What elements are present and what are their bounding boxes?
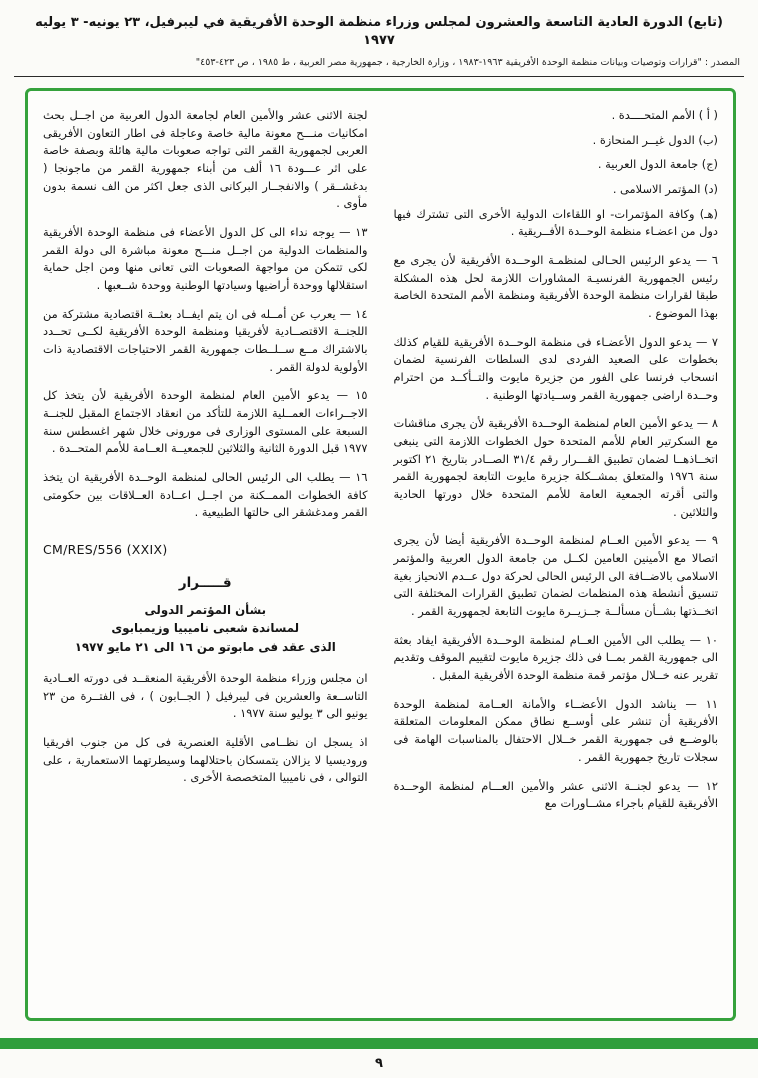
list-item-c: (ج) جامعة الدول العربية . [597,157,718,172]
paragraph-11: ١١ — يناشد الدول الأعضــاء والأمانة العــامة لمنظمة الوحدة الأفريقية أن تنشر على أوســع نطاق ممكن المعلومات المتعلقة بالوضــع فى جمهورية القمر خــلال الاحتفال بالمناسبات الهامة فى سجلات تاريخ جمهورية القمر . [393,696,718,764]
paragraph-continuation: لجنة الاثنى عشر والأمين العام لجامعة الدول العربية من اجــل بحث امكانيات منـــح معونة مالية خاصة وعاجلة فى اطار التعاون الأفريقى العربى لجمهورية القمر التى تواجه صعوبات مالية هائلة وبصفة خاصة على اثر عـــودة ١٦ ألف من أبناء جمهورية القمر من ماجونجا ( بدغشــقر ) والانفجــار البركانى الذى جعل اكثر من الف نسمة بدون مأوى . [43,108,368,211]
right-column [394,107,719,1008]
two-column-layout [43,107,718,1008]
paragraph-12: ١٢ — يدعو لجنــة الاثنى عشر والأمين العـــام لمنظمة الوحــدة الأفريقية للقيام باجراء مشــاورات مع [393,778,718,811]
paragraph-8: ٨ — يدعو الأمين العام لمنظمة الوحــدة الأفريقية لأن يجرى مناقشات مع السكرتير العام للأمم المتحدة حول الخطوات اللازمة التى ينبغى اتخــاذهــا لضمان تطبيق القـــرار رقم ٣١/٤ الصــادر بتاريخ ٢١ اكتوبر سنة ١٩٧٦ والمتعلق بمشــكلة جزيرة مايوت التابعة لجمهورية القمر والتى أقرته الجمعية العامة للأمم المتحدة خلال دورتها الحادية والثلاثين . [393,416,718,519]
resolution-heading [43,575,368,656]
paragraph-15: ١٥ — يدعو الأمين العام لمنظمة الوحدة الأفريقية لأن يتخذ كل الاجــراءات العمــلية اللازمة للتأكد من انعقاد الاجتماع المقبل للجنــة السبعة على المستوى الوزارى فى مورونى خلال شهر اغسطس سنة ١٩٧٧ قبل الدورة الثانية والثلاثين للجمعيــة العــامة للأمم المتحــدة . [43,388,368,456]
resolution-title-line2: لمساندة شعبى ناميبيا وزيمبابوى [111,621,300,636]
header-divider [14,76,744,77]
paragraph-16: ١٦ — يطلب الى الرئيس الحالى لمنظمة الوحــدة الأفريقية ان يتخذ كافة الخطوات الممــكنة من اجــل اعــادة العــلاقات بين حكومتى القمر ومدغشقر الى حالتها الطبيعية . [43,470,368,520]
paragraph-14: ١٤ — يعرب عن أمــله فى ان يتم ايفــاد بعثــة اقتصادية مشتركة من اللجنــة الاقتصــادية لأفريقيا ومنظمة الوحدة الأفريقية لكــى تحــدد بالاشتراك مــع ســلــطات جمهورية القمر الاحتياجات الاقتصادية ذات الأولوية لدولة القمر . [43,306,368,374]
resolution-reference-code: CM/RES/556 (XXIX) [43,542,168,558]
paragraph-6: ٦ — يدعو الرئيس الحـالى لمنظمـة الوحــدة الأفريقية لأن يجرى مع رئيس الجمهورية الفرنسيـة المشاورات اللازمة لحل هذه المشكلة طبقا لقرارات منظمة الوحدة الأفريقية ومنظمة الأمم المتحدة الخاصة بهذا الموضوع . [393,253,718,321]
document-source: المصدر : "قرارات وتوصيات وبيانات منظمة الوحدة الأفريقية ١٩٦٣-١٩٨٣ ، وزارة الخارجية ، جمهورية مصر العربية ، ط ١٩٨٥ ، ص ٤٢٣-٤٥٣" [195,57,740,69]
page-header [0,0,758,68]
paragraph-10: ١٠ — يطلب الى الأمين العــام لمنظمة الوحــدة الأفريقية ايفاد بعثة الى جمهورية القمر بمــا فى ذلك جزيرة مايوت لتقييم الموقف وتقديم تقرير عنه خــلال مؤتمر قمة منظمة الوحدة الأفريقية المقبل . [393,632,718,683]
paragraph-preamble-2: اذ يسجل ان نظــامى الأقلية العنصرية فى كل من جنوب افريقيا وروديسيا لا يزالان يتمسكان باحتلالهما وسيطرتهما الاستعمارية ، على التوالى ، فى ناميبيا المتخصصة الأخرى . [43,734,368,785]
resolution-title-line1: بشأن المؤتمر الدولى [144,603,267,618]
bottom-green-rule [0,1038,758,1049]
list-item-a: ( أ ) الأمم المتحــــدة . [611,108,718,122]
paragraph-13: ١٣ — يوجه نداء الى كل الدول الأعضاء فى منظمة الوحدة الأفريقية والمنظمات الدولية من اجــل منـــح معونة مباشرة الى دولة القمر لكى تتمكن من مواجهة الصعوبات التى تعانى منها ومن اجل حماية استقلالها ووحدة أراضيها وسيادتها الوطنية ووحدة شــعبها . [43,225,368,293]
list-item-b: (ب) الدول غيــر المنحازة . [592,132,718,147]
resolution-word: قـــــرار [178,575,232,592]
resolution-title-line3: الذى عقد فى مابوتو من ١٦ الى ٢١ مايو ١٩٧٧ [74,639,336,654]
document-title: (تابع) الدورة العادية التاسعة والعشرون لمجلس وزراء منظمة الوحدة الأفريقية في ليبرفيل، ٢٣ يونيه- ٣ يوليه ١٩٧٧ [35,15,723,49]
paragraph-7: ٧ — يدعو الدول الأعضـاء فى منظمة الوحــدة الأفريقية للقيام كذلك بخطوات على الصعيد الفردى لدى السلطات الفرنسية لضمان انسحاب فرنسا على الفور من جزيرة مايوت والتــأكــد من احترام وحــدة اراضى جمهورية القمر وســيادتها الوطنية . [393,334,718,402]
paragraph-preamble-1: ان مجلس وزراء منظمة الوحدة الأفريقية المنعقــد فى دورته العــادية التاســعة والعشرين فى ليبرفيل ( الجــابون ) ، فى الفتــرة من ٢٣ يونيو الى ٣ يوليو سنة ١٩٧٧ . [43,670,368,721]
page-number: ٩ [375,1056,383,1071]
content-frame [25,88,736,1021]
list-item-e: (هـ) وكافة المؤتمرات- او اللقاءات الدولية الأخرى التى تشترك فيها دول من اعضـاء منظمة الوحــدة الأفــريقية . [393,206,718,239]
paragraph-9: ٩ — يدعو الأمين العــام لمنظمة الوحــدة الأفريقية أيضا لأن يجرى اتصالا مع الأمينين العامين لكــل من جامعة الدول العربية والمؤتمر الاسلامى بالاضــافة الى الرئيس الحالى لحركة دول عــدم الانحياز بغية تنسيق أنشطة هذه المنظمات لضمان تطبيق القرارات المختلفة التى اتخــذتها بشــأن مسألــة جــزيــرة مايوت التابعة لجمهورية القمر . [393,533,718,619]
list-item-d: (د) المؤتمر الاسلامى . [612,182,718,197]
left-column [43,107,368,1008]
